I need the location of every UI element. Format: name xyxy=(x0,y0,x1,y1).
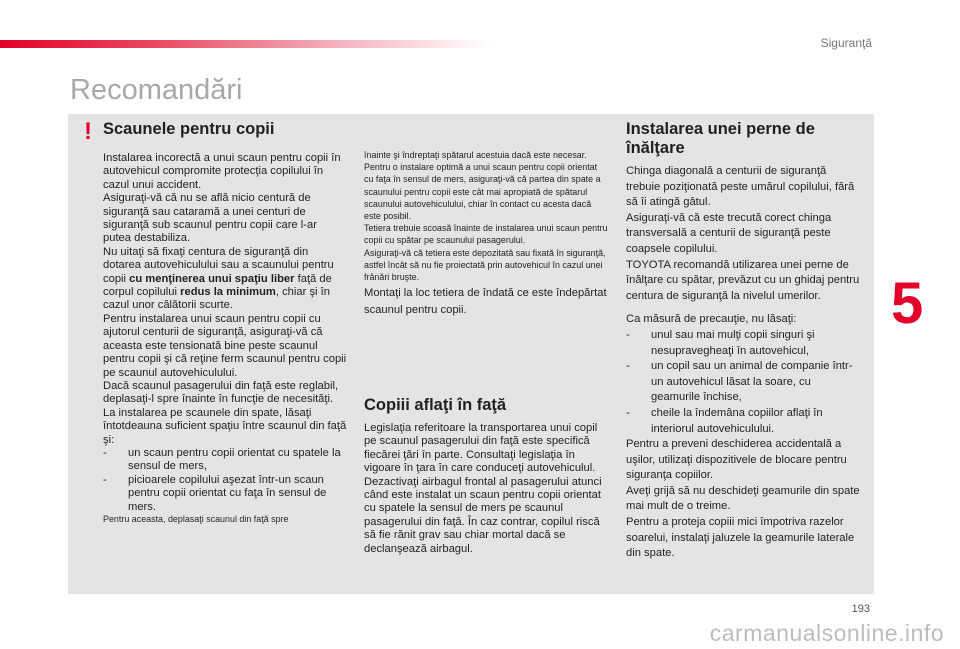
heading-booster-cushion: Instalarea unei perne de înălţare xyxy=(626,120,815,157)
paragraph: Pentru a proteja copiii mici împotriva razelor soarelui, instalaţi jaluzele la geamurile laterale din spate. xyxy=(626,516,855,560)
paragraph: Asiguraţi-vă că tetiera este depozitată sau fixată în siguranţă, astfel încât să nu fie proiectată prin autovehicul în cazul unei frânări bruşte. xyxy=(364,247,606,284)
page-title: Recomandări xyxy=(70,74,243,106)
paragraph: Montaţi la loc tetiera de îndată ce este îndepărtat scaunul pentru copii. xyxy=(364,287,607,317)
paragraph: înainte şi îndreptaţi spătarul acestuia dacă este necesar. xyxy=(364,150,587,161)
paragraph: Legislaţia referitoare la transportarea unui copil pe scaunul pasagerului din faţă este specifică fiecărei ţări în parte. Consultaţi legislaţia în vigoare în ţara în care conduceţi autovehiculul. xyxy=(364,422,598,475)
middle-column xyxy=(364,150,609,319)
paragraph: Dacă scaunul pasagerului din faţă este reglabil, deplasaţi-l spre înainte în funcţie de necesităţi. xyxy=(103,379,339,406)
paragraph: Tetiera trebuie scoasă înainte de instalarea unui scaun pentru copii cu spătar pe scaunului pasagerului. xyxy=(364,223,608,247)
list-item: - un scaun pentru copii orientat cu spatele la sensul de mers, xyxy=(103,446,341,473)
paragraph: Dezactivaţi airbagul frontal al pasagerului atunci când este instalat un scaun pentru copii orientat cu spatele la sensul de mers pe scaunul pasagerului din faţă. În caz contrar, copilul riscă să fie rănit grav sau chiar mortal dacă se declanşează airbagul. xyxy=(364,475,602,555)
paragraph: Nu uitaţi să fixaţi centura de siguranţă din dotarea autovehiculului sau a scaunului pentru copii cu menţinerea unui spaţiu liber faţă de corpul copilului redus la minimum, chiar şi în cazul unor călătorii scurte. xyxy=(103,245,334,312)
paragraph: Asiguraţi-vă că nu se află nicio centură de siguranţă sau cataramă a unei centuri de siguranţă sub scaunul pentru copii care l-ar putea destabiliza. xyxy=(103,192,317,245)
paragraph: Asiguraţi-vă că este trecută corect chinga transversală a centurii de siguranţă peste coapsele copilului. xyxy=(626,211,832,255)
list-item: - cheile la îndemâna copiilor aflaţi în interiorul autovehiculului. xyxy=(626,406,823,435)
right-column xyxy=(626,164,861,562)
header-accent-bar xyxy=(0,40,490,48)
paragraph: La instalarea pe scaunele din spate, lăsaţi întotdeauna suficient spaţiu între scaunul din faţă şi: xyxy=(103,406,347,446)
list-item: - unul sau mai mulţi copii singuri şi nesupravegheaţi în autovehicul, xyxy=(626,328,815,357)
warning-exclamation-icon: ! xyxy=(84,118,92,145)
chapter-number: 5 xyxy=(891,271,924,336)
list-item: - un copil sau un animal de companie într-un autovehicul lăsat la soare, cu geamurile închise, xyxy=(626,360,853,404)
paragraph: Pentru instalarea unui scaun pentru copii cu ajutorul centurii de siguranţă, asiguraţi-vă că aceasta este tensionată bine peste scaunul pentru copii şi că reţine ferm scaunul pentru copii pe scaunul autovehiculului. xyxy=(103,312,347,379)
list-item: - picioarele copilului aşezat într-un scaun pentru copii orientat cu faţa în sensul de mers. xyxy=(103,473,327,513)
page-number: 193 xyxy=(851,603,870,615)
left-column xyxy=(103,152,348,526)
paragraph: Pentru o instalare optimă a unui scaun pentru copii orientat cu faţa în sensul de mers, asiguraţi-vă că partea din spate a scaunului pentru copii este cât mai apropiată de spătarul scaunului autovehiculului, chiar în contact cu acesta dacă este posibil. xyxy=(364,162,601,223)
paragraph: Instalarea incorectă a unui scaun pentru copii în autovehicul compromite protecţia copilului în cazul unui accident. xyxy=(103,152,341,191)
paragraph: Ca măsură de precauţie, nu lăsaţi: xyxy=(626,313,797,326)
section-label: Siguranţă xyxy=(820,36,872,50)
paragraph: TOYOTA recomandă utilizarea unei perne de înălţare cu spătar, prevăzut cu un ghidaj pentru centura de siguranţă la nivelul umerilor. xyxy=(626,258,860,302)
paragraph: Chinga diagonală a centurii de siguranţă trebuie poziţionată peste umărul copilului, fără să îi atingă gâtul. xyxy=(626,165,855,209)
watermark-text: carmanualsonline.info xyxy=(709,620,944,646)
paragraph: Pentru aceasta, deplasaţi scaunul din faţă spre xyxy=(103,513,289,525)
middle-column-lower xyxy=(364,422,609,556)
paragraph: Pentru a preveni deschiderea accidentală a uşilor, utilizaţi dispozitivele de blocare pentru siguranţa copiilor. xyxy=(626,438,847,482)
paragraph: Aveţi grijă să nu deschideţi geamurile din spate mai mult de o treime. xyxy=(626,484,860,513)
heading-children-front: Copiii aflaţi în faţă xyxy=(364,396,507,414)
heading-child-seats: Scaunele pentru copii xyxy=(103,120,275,138)
